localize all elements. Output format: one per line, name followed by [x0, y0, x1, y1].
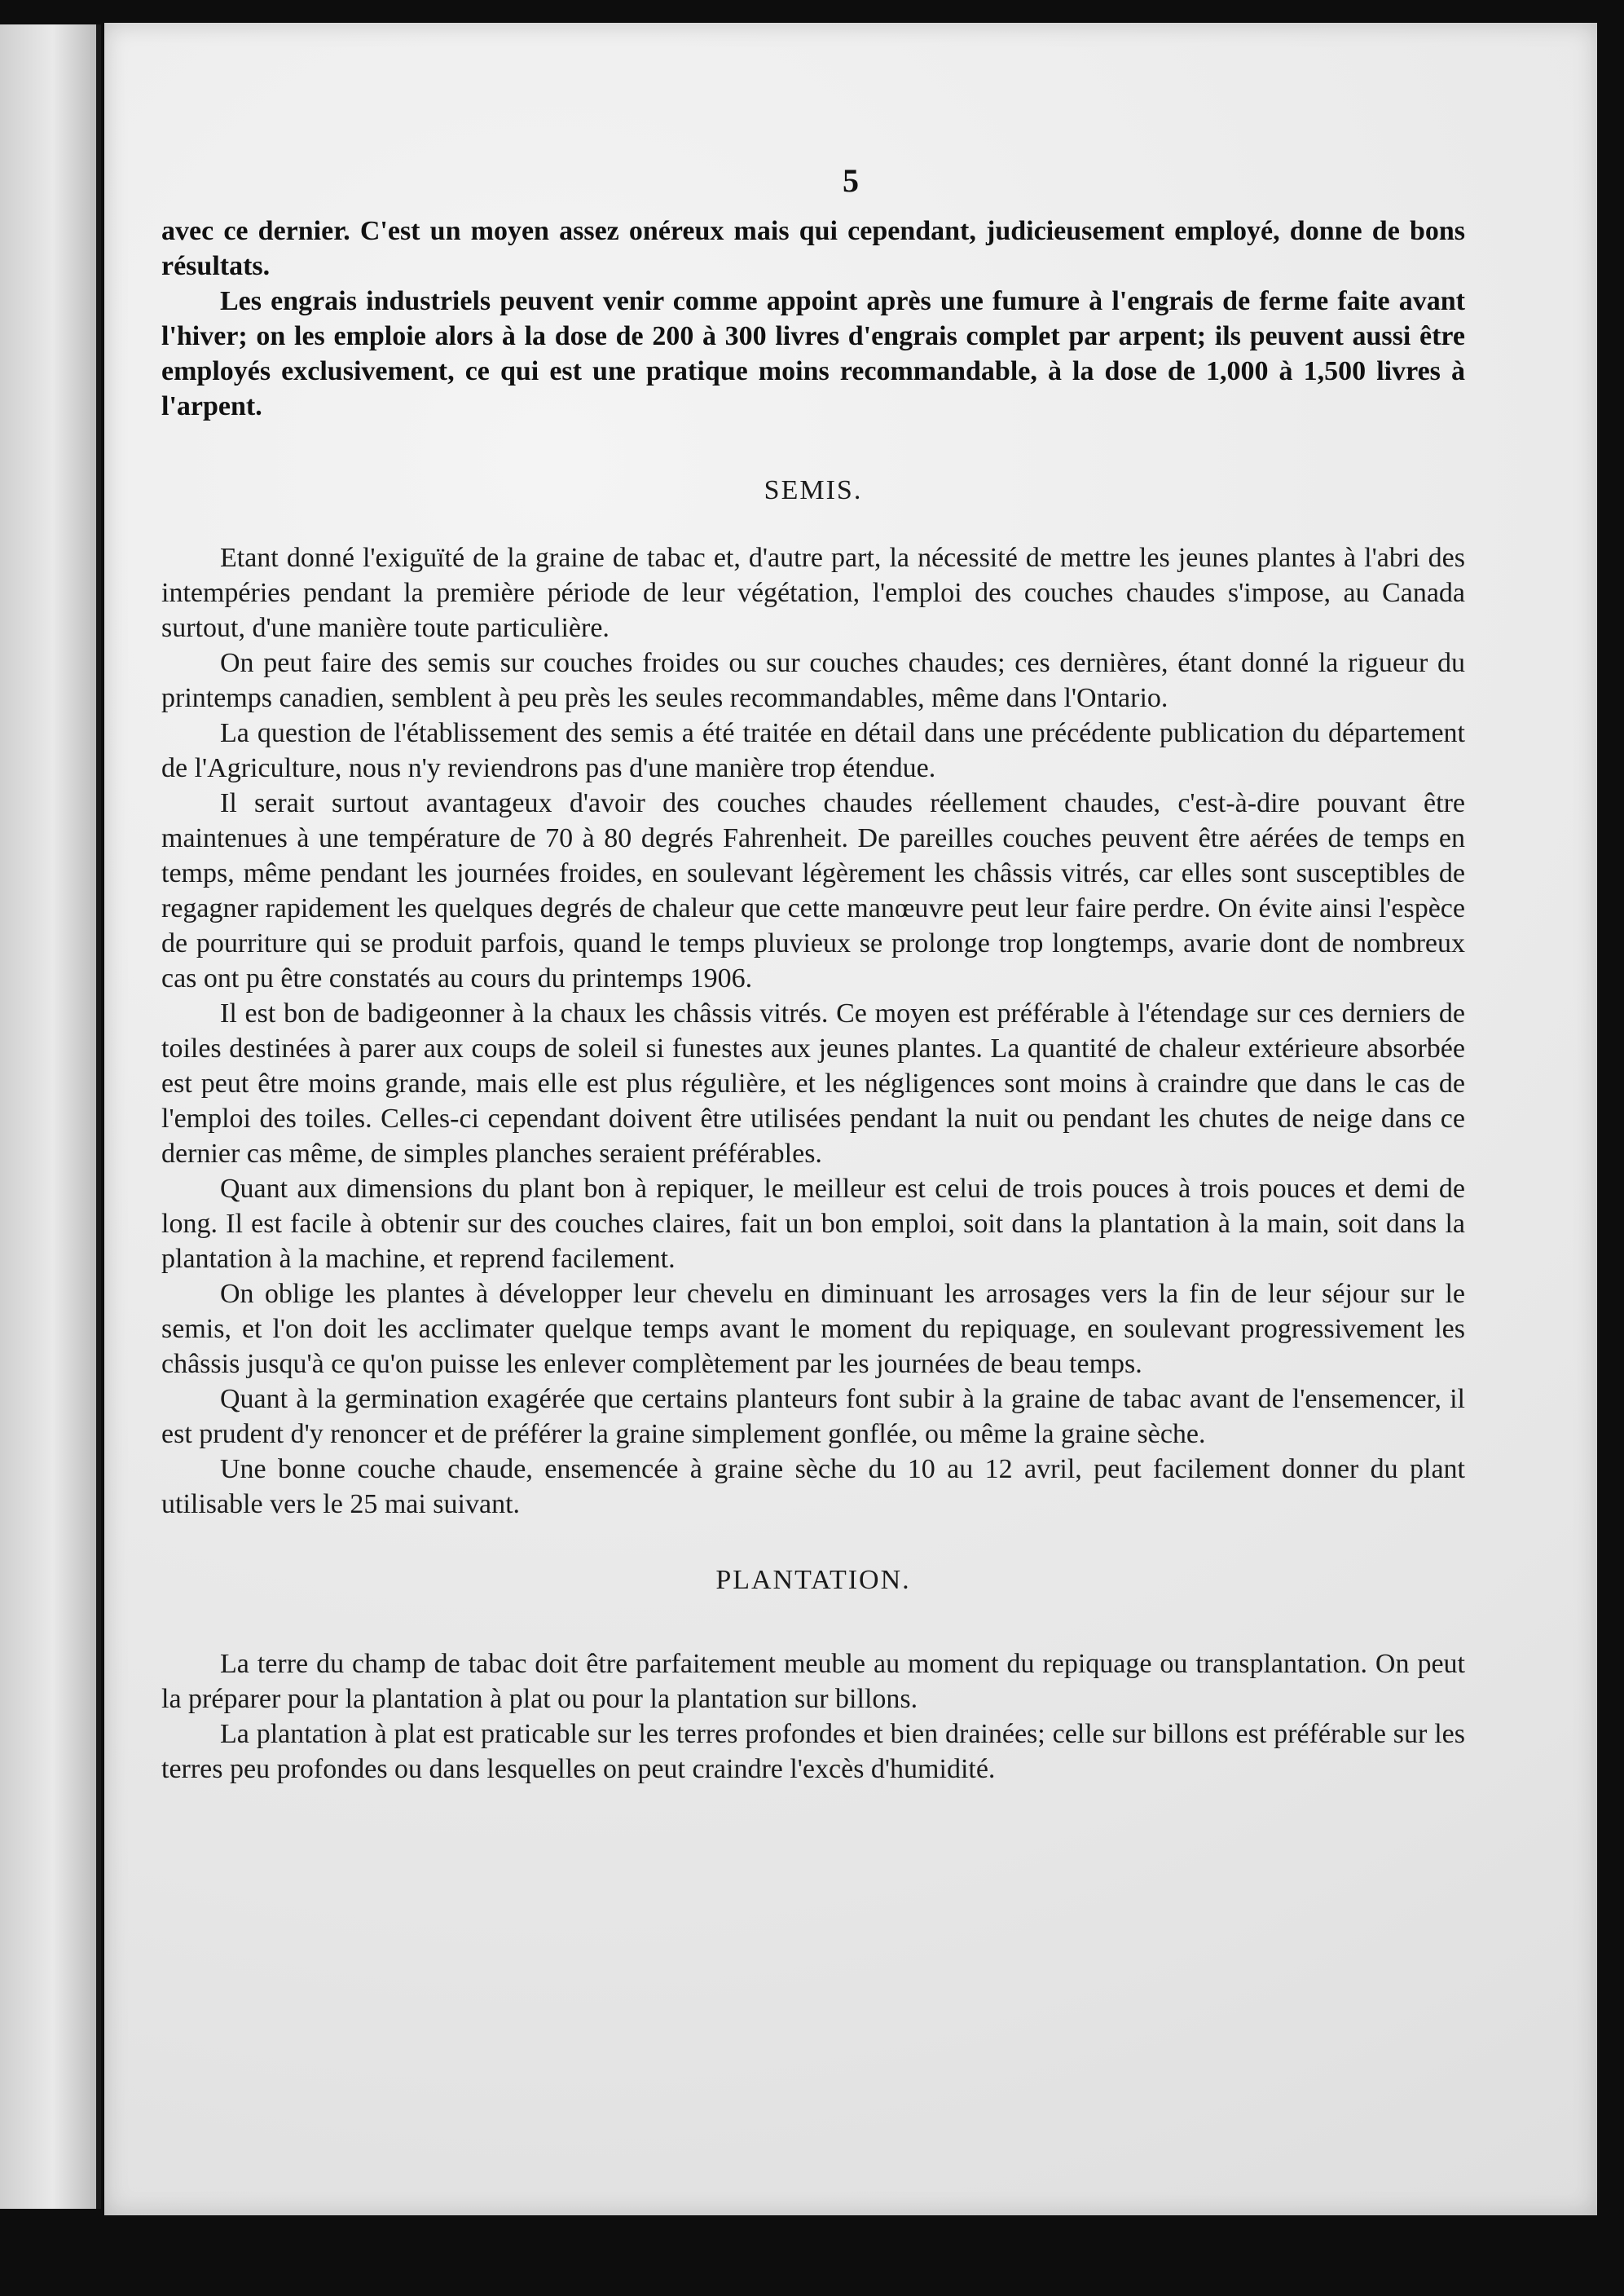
paragraph: Etant donné l'exiguïté de la graine de tabac et, d'autre part, la nécessité de mettre les jeunes plantes à l'abri des intempéries pendant la première période de leur végétation, l'emploi des couches chaudes s'impose, au Canada surtout, d'une manière toute particulière.: [161, 543, 1465, 643]
section-title-plantation: PLANTATION.: [715, 1565, 911, 1595]
paragraph: Il est bon de badigeonner à la chaux les châssis vitrés. Ce moyen est préférable à l'étendage sur ces derniers de toiles destinées à parer aux coups de soleil si funestes aux jeunes plantes. La quantité de chaleur extérieure absorbée est peut être moins grande, mais elle est plus régulière, et les négligences sont moins à craindre que dans le cas de l'emploi des toiles. Celles-ci cependant doivent être utilisées pendant la nuit ou pendant les chutes de neige dans ce dernier cas même, de simples planches seraient préférables.: [161, 998, 1465, 1169]
page-number: 5: [843, 162, 859, 199]
paragraph: On peut faire des semis sur couches froides ou sur couches chaudes; ces dernières, étant donné la rigueur du printemps canadien, semblent à peu près les seules recommandables, même dans l'Ontario.: [161, 648, 1465, 713]
intro-block: [161, 214, 1465, 424]
section-title-semis: SEMIS.: [764, 475, 863, 505]
paragraph: Quant à la germination exagérée que certains planteurs font subir à la graine de tabac avant de l'ensemencer, il est prudent d'y renoncer et de préférer la graine simplement gonflée, ou même la graine sèche.: [161, 1384, 1465, 1449]
section-semis: [161, 540, 1465, 1522]
intro-paragraph-1: avec ce dernier. C'est un moyen assez onéreux mais qui cependant, judicieusement employé, donne de bons résultats.: [161, 216, 1465, 281]
section-plantation: [161, 1646, 1465, 1787]
page-body: [161, 214, 1465, 1787]
paragraph: La terre du champ de tabac doit être parfaitement meuble au moment du repiquage ou transplantation. On peut la préparer pour la plantation à plat ou pour la plantation sur billons.: [161, 1649, 1465, 1714]
paragraph: On oblige les plantes à développer leur chevelu en diminuant les arrosages vers la fin de leur séjour sur le semis, et l'on doit les acclimater quelque temps avant le moment du repiquage, en soulevant progressivement les châssis jusqu'à ce qu'on puisse les enlever complètement par les journées de beau temps.: [161, 1279, 1465, 1379]
intro-paragraph-2: Les engrais industriels peuvent venir comme appoint après une fumure à l'engrais de ferme faite avant l'hiver; on les emploie alors à la dose de 200 à 300 livres d'engrais complet par arpent; ils peuvent aussi être employés exclusivement, ce qui est une pratique moins recommandable, à la dose de 1,000 à 1,500 livres à l'arpent.: [161, 286, 1465, 421]
paragraph: La plantation à plat est praticable sur les terres profondes et bien drainées; celle sur billons est préférable sur les terres peu profondes ou dans lesquelles on peut craindre l'excès d'humidité.: [161, 1719, 1465, 1784]
paragraph: Quant aux dimensions du plant bon à repiquer, le meilleur est celui de trois pouces à trois pouces et demi de long. Il est facile à obtenir sur des couches claires, fait un bon emploi, soit dans la plantation à la main, soit dans la plantation à la machine, et reprend facilement.: [161, 1174, 1465, 1274]
paragraph: Il serait surtout avantageux d'avoir des couches chaudes réellement chaudes, c'est-à-dire pouvant être maintenues à une température de 70 à 80 degrés Fahrenheit. De pareilles couches peuvent être aérées de temps en temps, même pendant les journées froides, en soulevant légèrement les châssis vitrés, car elles sont susceptibles de regagner rapidement les quelques degrés de chaleur que cette manœuvre peut leur faire perdre. On évite ainsi l'espèce de pourriture qui se produit parfois, quand le temps pluvieux se prolonge trop longtemps, avarie dont de nombreux cas ont pu être constatés au cours du printemps 1906.: [161, 788, 1465, 994]
paragraph: La question de l'établissement des semis a été traitée en détail dans une précédente publication du département de l'Agriculture, nous n'y reviendrons pas d'une manière trop étendue.: [161, 718, 1465, 783]
paragraph: Une bonne couche chaude, ensemencée à graine sèche du 10 au 12 avril, peut facilement donner du plant utilisable vers le 25 mai suivant.: [161, 1454, 1465, 1519]
adjacent-page-edge: [0, 24, 101, 2209]
